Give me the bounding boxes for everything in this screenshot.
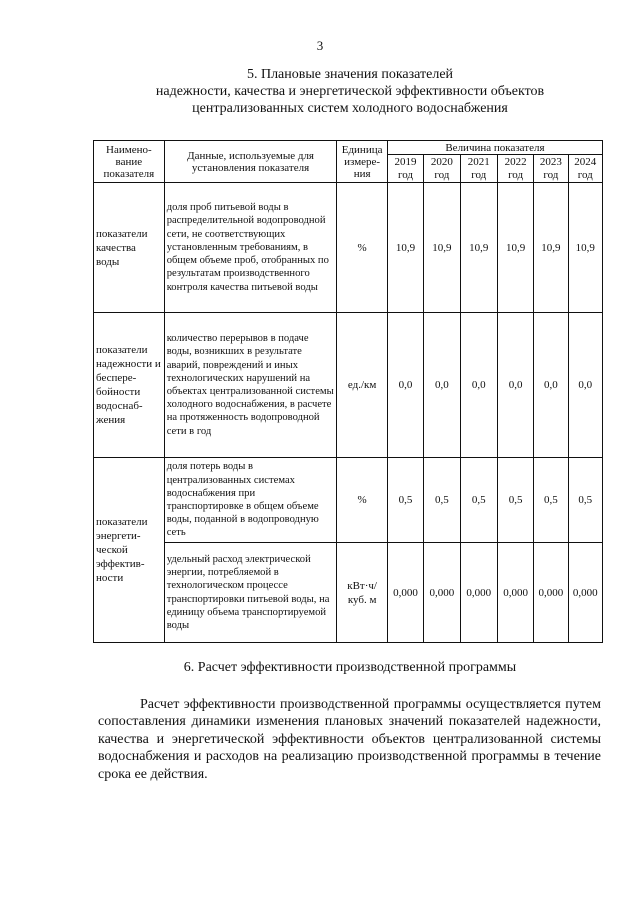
- indicator-value: 0,5: [568, 458, 602, 543]
- header-year: 2023 год: [534, 155, 568, 183]
- indicator-value: 0,0: [534, 313, 568, 458]
- header-source-data: Данные, используемые для установления показателя: [164, 141, 337, 183]
- indicator-value: 0,000: [568, 543, 602, 643]
- indicator-value: 10,9: [424, 183, 460, 313]
- section-5-title-line: централизованных систем холодного водоснабжения: [192, 101, 508, 116]
- indicators-table: [93, 140, 603, 643]
- table-row: [94, 458, 603, 543]
- indicator-value: 0,000: [497, 543, 533, 643]
- indicator-unit: кВт·ч/ куб. м: [337, 543, 387, 643]
- table-row: [94, 543, 603, 643]
- indicator-unit: ед./км: [337, 313, 387, 458]
- indicator-value: 0,0: [387, 313, 423, 458]
- indicator-value: 0,000: [387, 543, 423, 643]
- indicator-group-name: показатели качества воды: [94, 183, 165, 313]
- header-year: 2022 год: [497, 155, 533, 183]
- indicator-group-name: показатели надежности и беспере-бойности водоснаб-жения: [94, 313, 165, 458]
- section-5-title-line: 5. Плановые значения показателей: [246, 67, 454, 82]
- indicator-value: 0,0: [460, 313, 497, 458]
- section-6-paragraph: Расчет эффективности производственной программы осуществляется путем сопоставления динамики изменения плановых значений показателей надежности, качества и энергетической эффективности объектов централизованной системы водоснабжения и расходов на реализацию производственной программы в течение срока ее действия.: [98, 697, 601, 782]
- section-5-title: [100, 66, 600, 117]
- indicator-value: 10,9: [497, 183, 533, 313]
- indicator-source-data: удельный расход электрической энергии, потребляемой в технологическом процессе транспортировки питьевой воды, на единицу объема транспортируемой воды: [164, 543, 337, 643]
- indicator-value: 10,9: [460, 183, 497, 313]
- indicator-value: 0,5: [460, 458, 497, 543]
- header-indicator-name: Наимено-вание показателя: [94, 141, 165, 183]
- indicator-value: 0,0: [568, 313, 602, 458]
- table-row: [94, 183, 603, 313]
- indicator-source-data: доля проб питьевой воды в распределительной водопроводной сети, не соответствующих установленным требованиям, в общем объеме проб, отобранных по результатам производственного контроля качества питьевой воды: [164, 183, 337, 313]
- indicator-value: 0,000: [460, 543, 497, 643]
- indicator-value: 0,000: [424, 543, 460, 643]
- section-5-title-line: надежности, качества и энергетической эффективности объектов: [155, 84, 545, 99]
- header-value-group: Величина показателя: [387, 141, 602, 155]
- section-6-title: 6. Расчет эффективности производственной программы: [183, 660, 517, 675]
- header-year: 2021 год: [460, 155, 497, 183]
- header-unit: Единица измере-ния: [337, 141, 387, 183]
- indicator-source-data: количество перерывов в подаче воды, возникших в результате аварий, повреждений и иных технологических нарушений на объектах централизованной системы холодного водоснабжения, в расчете на протяженность водопроводной сети в год: [164, 313, 337, 458]
- table-row: [94, 313, 603, 458]
- indicator-source-data: доля потерь воды в централизованных системах водоснабжения при транспортировке в общем объеме воды, поданной в водопроводную сеть: [164, 458, 337, 543]
- indicator-value: 0,000: [534, 543, 568, 643]
- indicator-value: 0,5: [497, 458, 533, 543]
- indicator-value: 10,9: [534, 183, 568, 313]
- indicator-value: 10,9: [568, 183, 602, 313]
- indicator-group-name: показатели энергети-ческой эффектив-ности: [94, 458, 165, 643]
- header-year: 2024 год: [568, 155, 602, 183]
- indicator-value: 0,0: [497, 313, 533, 458]
- indicator-value: 0,5: [534, 458, 568, 543]
- indicator-value: 0,5: [387, 458, 423, 543]
- indicator-value: 0,5: [424, 458, 460, 543]
- indicator-unit: %: [337, 458, 387, 543]
- indicator-value: 0,0: [424, 313, 460, 458]
- indicator-unit: %: [337, 183, 387, 313]
- header-year: 2020 год: [424, 155, 460, 183]
- indicator-value: 10,9: [387, 183, 423, 313]
- page-number: 3: [316, 38, 324, 53]
- header-year: 2019 год: [387, 155, 423, 183]
